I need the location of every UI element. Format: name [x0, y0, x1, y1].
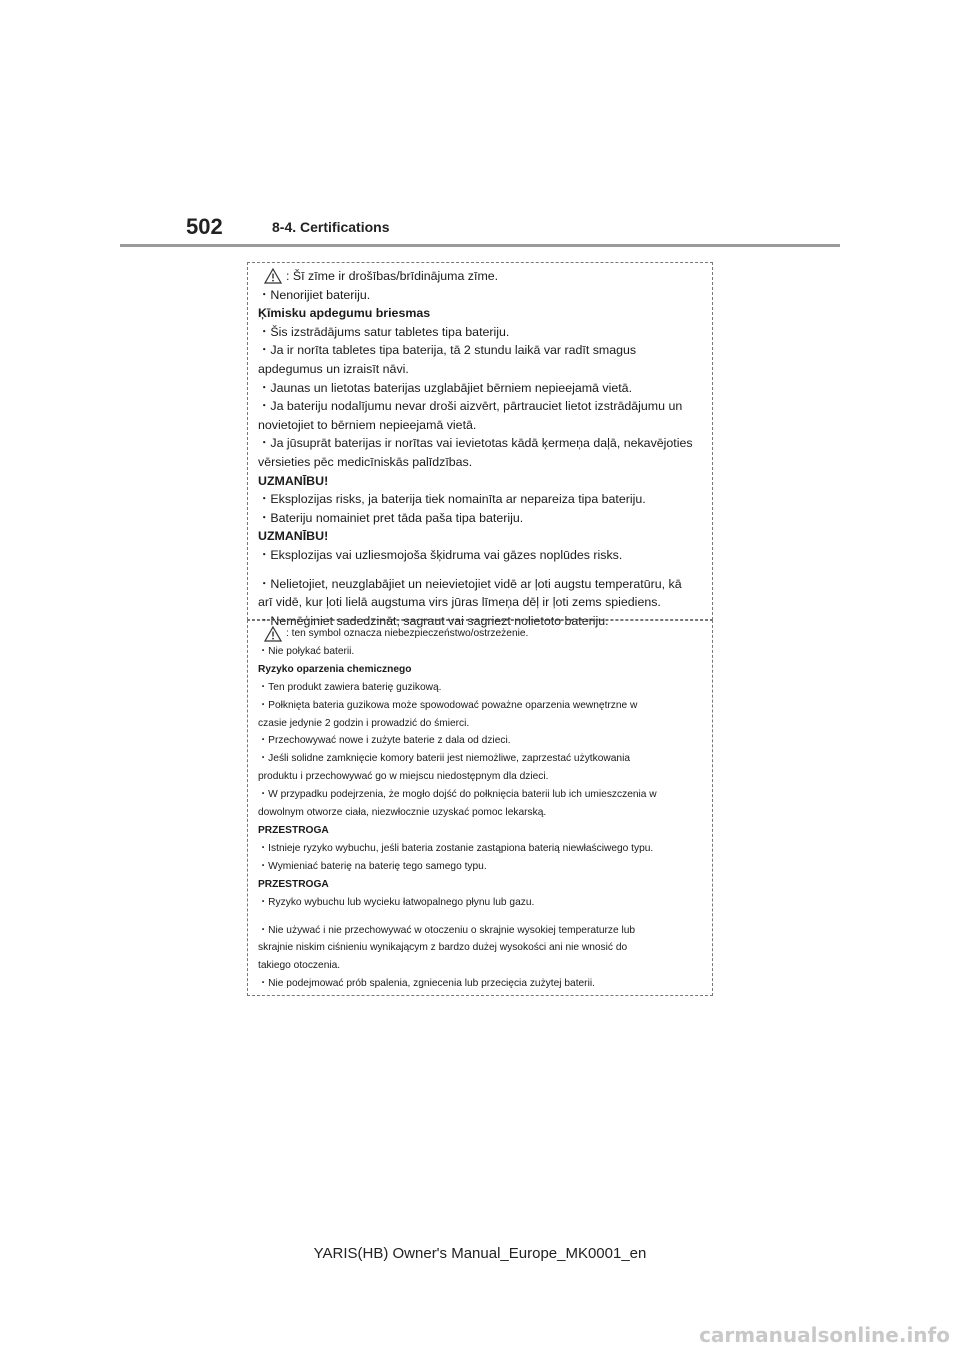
polish-warning-line: ・Połknięta bateria guzikowa może spowodować poważne oparzenia wewnętrzne w — [258, 699, 638, 711]
warning-triangle-icon — [264, 626, 282, 642]
polish-warning-symbol-text: : ten symbol oznacza niebezpieczeństwo/ostrzeżenie. — [286, 628, 529, 639]
latvian-warning-line: ・Jaunas un lietotas baterijas uzglabājiet bērniem nepieejamā vietā. — [258, 380, 633, 395]
polish-warning-box — [247, 620, 713, 996]
latvian-warning-line: ・Eksplozijas risks, ja baterija tiek nomainīta ar nepareiza tipa bateriju. — [258, 492, 646, 507]
polish-warning-line: ・Nie połykać baterii. — [258, 645, 355, 657]
paragraph-spacer — [258, 565, 712, 575]
polish-warning-line: ・Ten produkt zawiera baterię guzikową. — [258, 681, 442, 693]
polish-warning-line: ・Nie podejmować prób spalenia, zgniecenia lub przecięcia zużytej baterii. — [258, 978, 595, 990]
latvian-warning-symbol-row — [258, 267, 712, 286]
page-number: 502 — [186, 214, 223, 239]
header-divider — [120, 244, 840, 247]
latvian-warning-line: ・Nenorijiet bateriju. — [258, 287, 371, 302]
latvian-warning-heading: Ķīmisku apdegumu briesmas — [258, 306, 431, 321]
latvian-warning-box — [247, 262, 713, 628]
section-title: 8-4. Certifications — [272, 219, 390, 235]
latvian-warning-line: vērsieties pēc medicīniskās palīdzības. — [258, 454, 473, 469]
latvian-warning-heading: UZMANĪBU! — [258, 529, 329, 544]
polish-warning-line: ・Jeśli solidne zamknięcie komory baterii jest niemożliwe, zaprzestać użytkowania — [258, 753, 630, 765]
polish-warning-line: ・Nie używać i nie przechowywać w otoczeniu o skrajnie wysokiej temperaturze lub — [258, 924, 636, 936]
latvian-warning-line: apdegumus un izraisīt nāvi. — [258, 361, 409, 376]
polish-warning-heading: PRZESTROGA — [258, 824, 329, 836]
polish-warning-line: ・Ryzyko wybuchu lub wycieku łatwopalnego płynu lub gazu. — [258, 896, 535, 908]
latvian-warning-symbol-text: : Šī zīme ir drošības/brīdinājuma zīme. — [286, 269, 499, 283]
manual-footer: YARIS(HB) Owner's Manual_Europe_MK0001_en — [313, 1245, 647, 1262]
polish-warning-line: czasie jedynie 2 godzin i prowadzić do śmierci. — [258, 717, 470, 729]
latvian-warning-line: ・Bateriju nomainiet pret tāda paša tipa bateriju. — [258, 510, 524, 525]
latvian-warning-line: ・Ja ir norīta tabletes tipa baterija, tā 2 stundu laikā var radīt smagus — [258, 343, 637, 358]
latvian-warning-line: novietojiet to bērniem nepieejamā vietā. — [258, 417, 477, 432]
latvian-warning-line: ・Nemēģiniet sadedzināt, sagraut vai sagriezt nolietoto bateriju. — [258, 613, 609, 628]
watermark: carmanualsonline.info — [699, 1323, 950, 1347]
polish-warning-line: ・Wymieniać baterię na baterię tego samego typu. — [258, 860, 487, 872]
polish-warning-heading: Ryzyko oparzenia chemicznego — [258, 663, 412, 675]
polish-warning-symbol-row — [258, 625, 712, 643]
latvian-warning-line: ・Ja bateriju nodalījumu nevar droši aizvērt, pārtrauciet lietot izstrādājumu un — [258, 399, 683, 414]
polish-warning-line: takiego otoczenia. — [258, 960, 341, 972]
polish-warning-line: dowolnym otworze ciała, niezwłocznie uzyskać pomoc lekarską. — [258, 807, 547, 819]
latvian-warning-line: ・Šis izstrādājums satur tabletes tipa bateriju. — [258, 324, 510, 339]
latvian-warning-line: ・Nelietojiet, neuzglabājiet un neievietojiet vidē ar ļoti augstu temperatūru, kā — [258, 576, 682, 591]
paragraph-spacer — [258, 912, 712, 922]
polish-warning-line: produktu i przechowywać go w miejscu niedostępnym dla dzieci. — [258, 771, 549, 783]
latvian-warning-line: ・Eksplozijas vai uzliesmojoša šķidruma vai gāzes noplūdes risks. — [258, 547, 623, 562]
polish-warning-line: ・Istnieje ryzyko wybuchu, jeśli bateria zostanie zastąpiona baterią niewłaściwego typu. — [258, 842, 654, 854]
latvian-warning-line: ・Ja jūsuprāt baterijas ir norītas vai ievietotas kādā ķermeņa daļā, nekavējoties — [258, 436, 693, 451]
latvian-warning-line: arī vidē, kur ļoti lielā augstuma virs jūras līmeņa dēļ ir ļoti zems spiediens. — [258, 595, 661, 610]
polish-warning-line: skrajnie niskim ciśnieniu wynikającym z bardzo dużej wysokości ani nie wnosić do — [258, 942, 628, 954]
polish-warning-line: ・Przechowywać nowe i zużyte baterie z dala od dzieci. — [258, 735, 511, 747]
polish-warning-line: ・W przypadku podejrzenia, że mogło dojść do połknięcia baterii lub ich umieszczenia w — [258, 789, 657, 801]
latvian-warning-heading: UZMANĪBU! — [258, 473, 329, 488]
polish-warning-heading: PRZESTROGA — [258, 878, 329, 890]
warning-triangle-icon — [264, 268, 282, 284]
